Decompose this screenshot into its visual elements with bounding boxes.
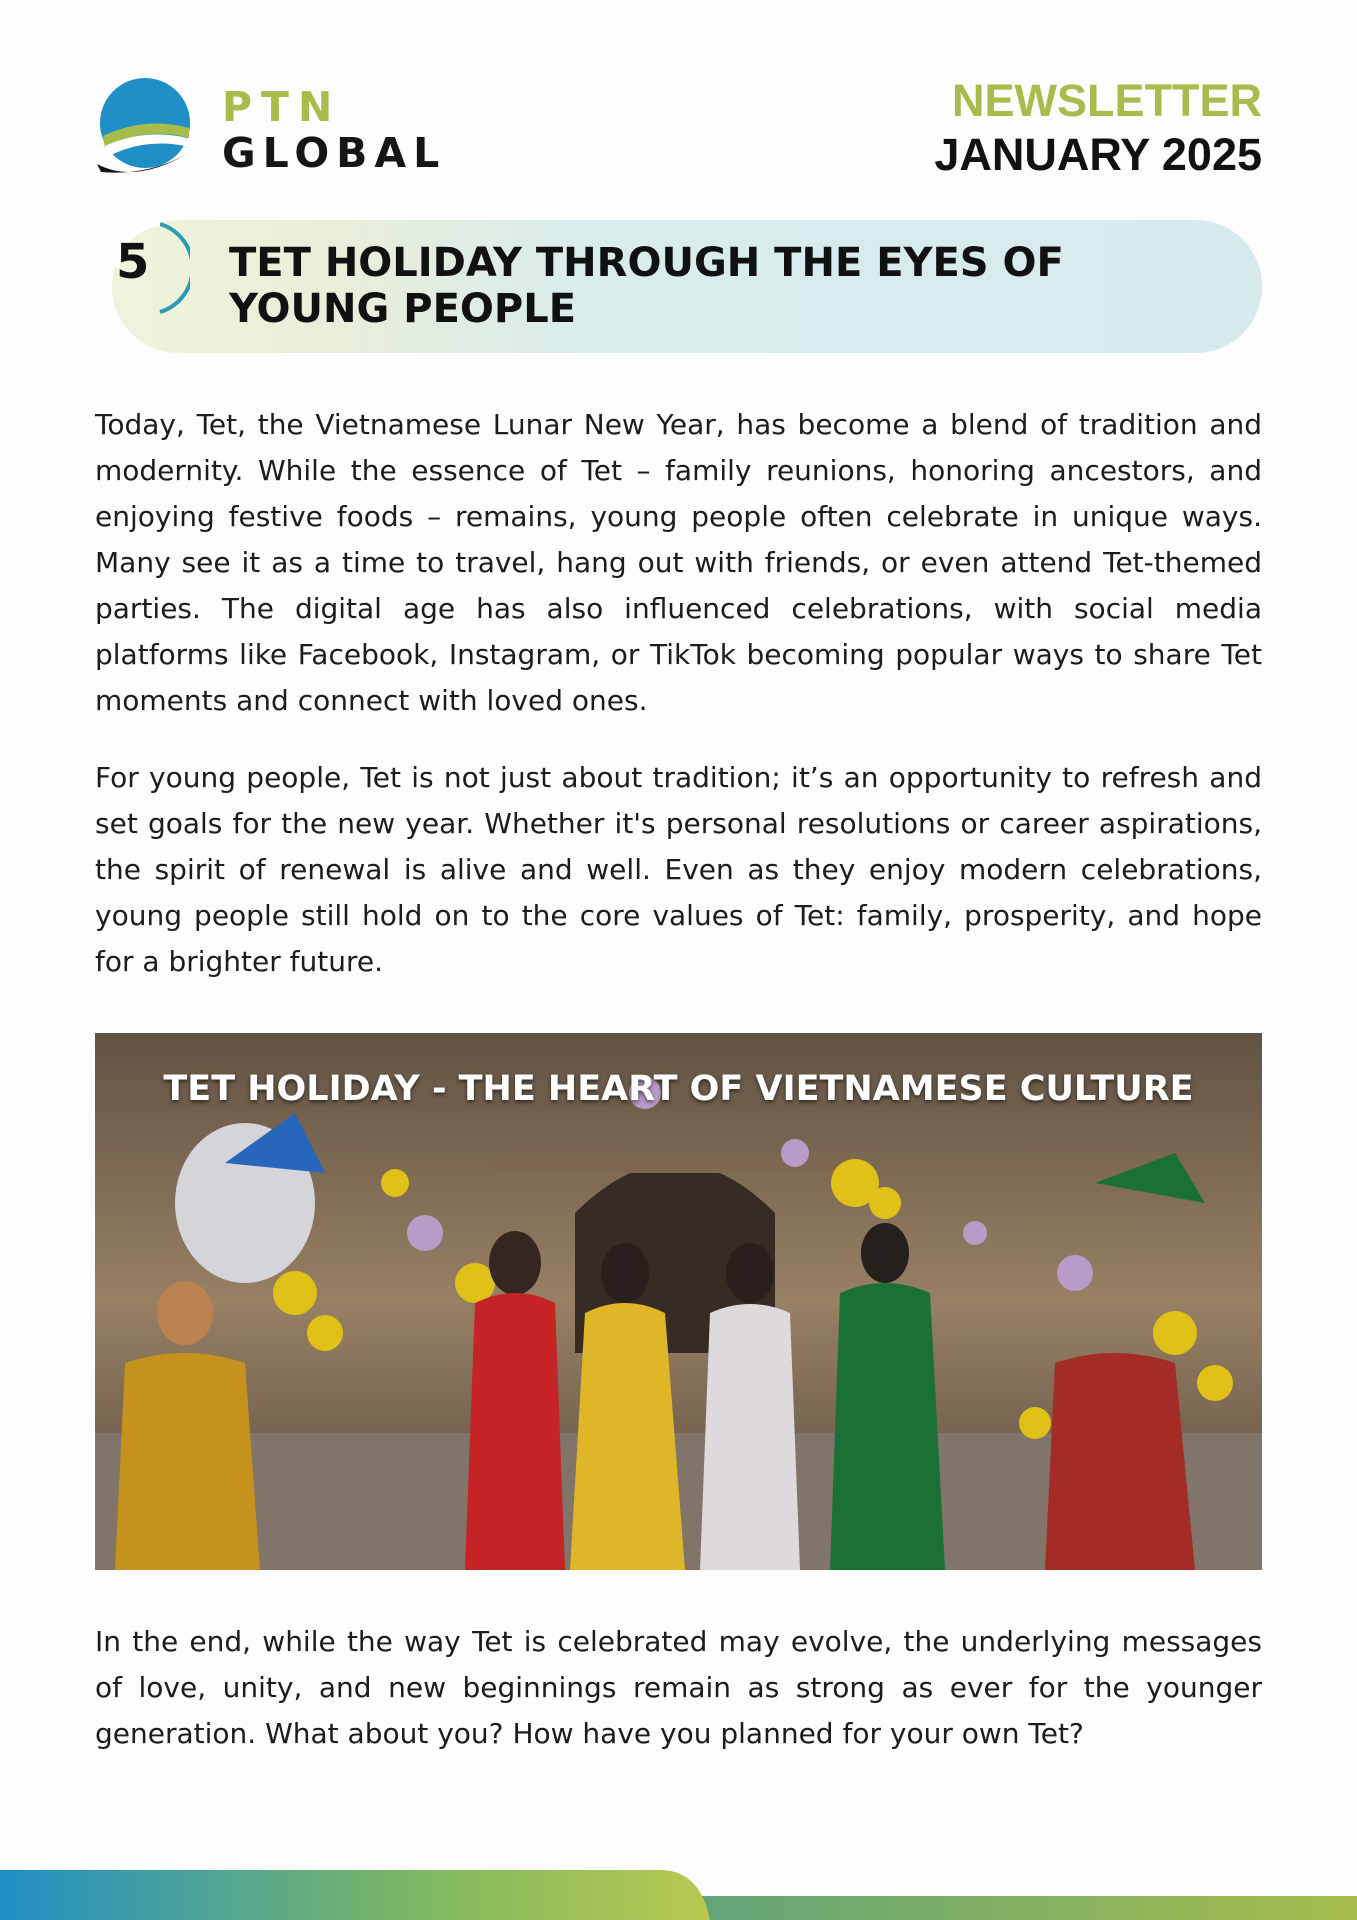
- issue-label: NEWSLETTER: [952, 75, 1262, 126]
- paragraph-closing: In the end, while the way Tet is celebrated may evolve, the underlying messages of love, unity, and new beginnings remain as strong as ever for the younger generation. What about you? How have you planned for your own Tet?: [95, 1625, 1262, 1750]
- section-number: 5: [116, 234, 150, 290]
- paragraph-intro: Today, Tet, the Vietnamese Lunar New Year, has become a blend of tradition and modernity. While the essence of Tet – family reunions, honoring ancestors, and enjoying festive foods – remains, young people often celebrate in unique ways. Many see it as a time to travel, hang out with friends, or even attend Tet-themed parties. The digital age has also influenced celebrations, with social media platforms like Facebook, Instagram, or TikTok becoming popular ways to share Tet moments and connect with loved ones.: [95, 408, 1262, 717]
- issue-header: [934, 74, 1262, 182]
- section-title: TET HOLIDAY THROUGH THE EYES OF YOUNG PEOPLE: [229, 240, 1064, 332]
- photo-caption: TET HOLIDAY - THE HEART OF VIETNAMESE CULTURE: [163, 1069, 1194, 1109]
- issue-date: JANUARY 2025: [934, 129, 1262, 180]
- festival-scene-illustration: [95, 1033, 1262, 1570]
- festival-photo: [95, 1033, 1262, 1570]
- footer-wave: [0, 1868, 1357, 1920]
- brand-bottom: GLOBAL: [222, 129, 447, 177]
- brand-wordmark: [222, 84, 446, 176]
- paragraph-goals: For young people, Tet is not just about tradition; it’s an opportunity to refresh and set goals for the new year. Whether it's personal resolutions or career aspirations, the spirit of renewal is alive and well. Even as they enjoy modern celebrations, young people still hold on to the core values of Tet: family, prosperity, and hope for a brighter future.: [95, 761, 1262, 978]
- brand-top: PTN: [222, 83, 342, 131]
- globe-logo-icon: [95, 76, 195, 186]
